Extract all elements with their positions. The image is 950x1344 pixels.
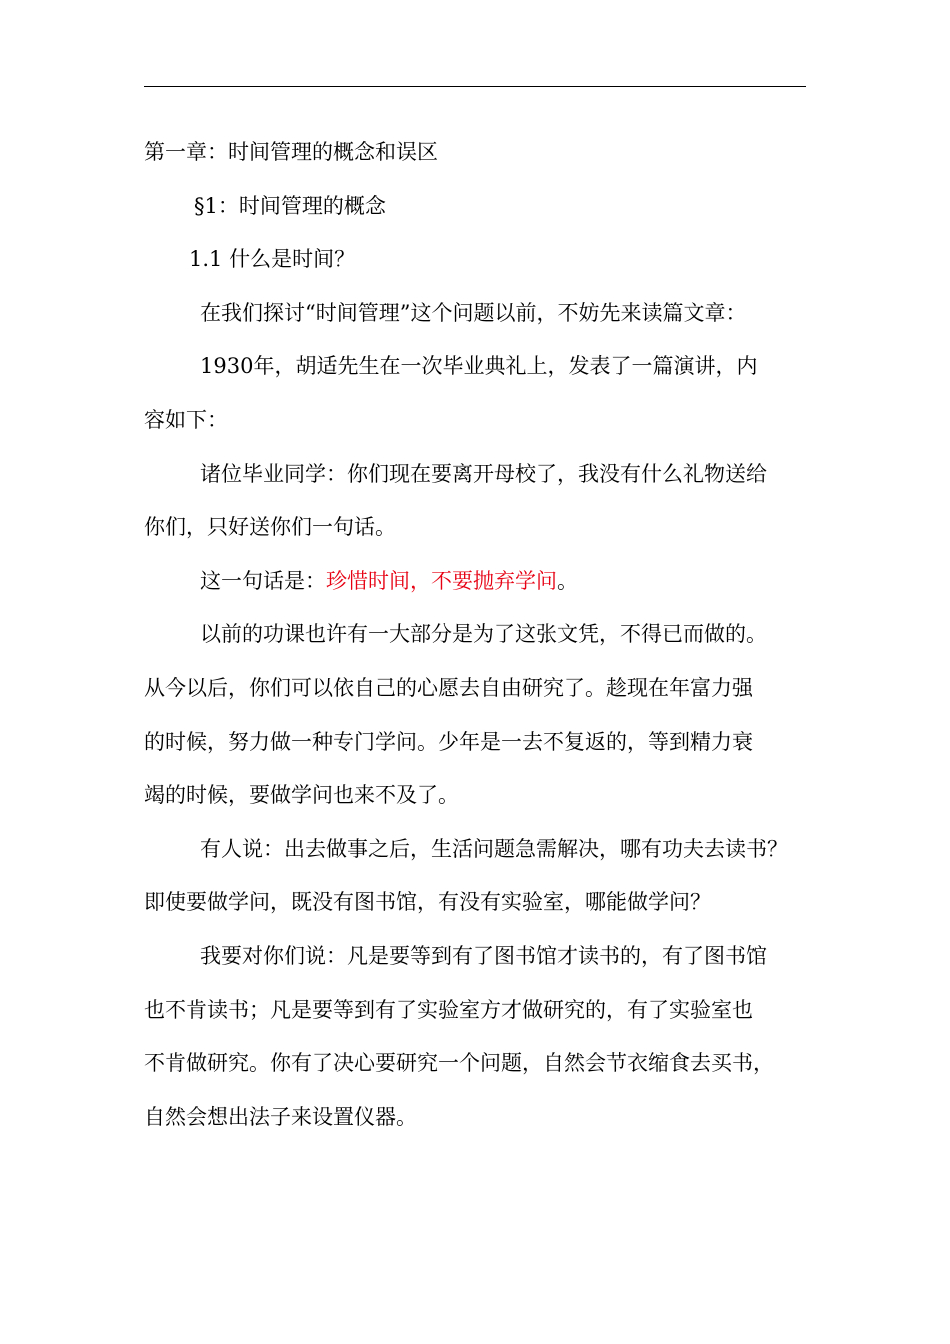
paragraph-line: 自然会想出法子来设置仪器。 (144, 1104, 417, 1129)
paragraph-line: 容如下： (144, 407, 228, 432)
subsection-title: 1.1 什么是时间？ (189, 247, 356, 272)
paragraph-line: 即使要做学问，既没有图书馆，有没有实验室，哪能做学问？ (144, 890, 711, 915)
paragraph-line: 的时候，努力做一种专门学问。少年是一去不复返的，等到精力衰 (144, 729, 753, 754)
paragraph-line: 不肯做研究。你有了决心要研究一个问题，自然会节衣缩食去买书， (144, 1051, 774, 1076)
paragraph-line: 1930年，胡适先生在一次毕业典礼上，发表了一篇演讲，内 (200, 354, 758, 379)
quote-line (144, 555, 806, 609)
paragraph-line: 有人说：出去做事之后，生活问题急需解决，哪有功夫去读书？ (200, 836, 788, 861)
quote-suffix: 。 (557, 568, 578, 593)
quote-highlight: 珍惜时间，不要抛弃学问 (326, 568, 557, 593)
header-rule (144, 86, 806, 87)
document-body (144, 126, 806, 1144)
paragraph-line: 你们，只好送你们一句话。 (144, 515, 396, 540)
section-title: §1：时间管理的概念 (194, 193, 386, 218)
paragraph-line: 也不肯读书；凡是要等到有了实验室方才做研究的，有了实验室也 (144, 997, 753, 1022)
paragraph-line: 诸位毕业同学：你们现在要离开母校了，我没有什么礼物送给 (200, 461, 767, 486)
paragraph-line: 竭的时候，要做学问也来不及了。 (144, 783, 459, 808)
paragraph-line: 在我们探讨“时间管理”这个问题以前，不妨先来读篇文章： (200, 300, 747, 325)
chapter-title: 第一章：时间管理的概念和误区 (144, 140, 438, 164)
paragraph-line: 从今以后，你们可以依自己的心愿去自由研究了。趁现在年富力强 (144, 675, 753, 700)
paragraph-line: 以前的功课也许有一大部分是为了这张文凭，不得已而做的。 (200, 622, 767, 647)
quote-prefix: 这一句话是： (200, 568, 326, 593)
paragraph-line: 我要对你们说：凡是要等到有了图书馆才读书的，有了图书馆 (200, 943, 767, 968)
